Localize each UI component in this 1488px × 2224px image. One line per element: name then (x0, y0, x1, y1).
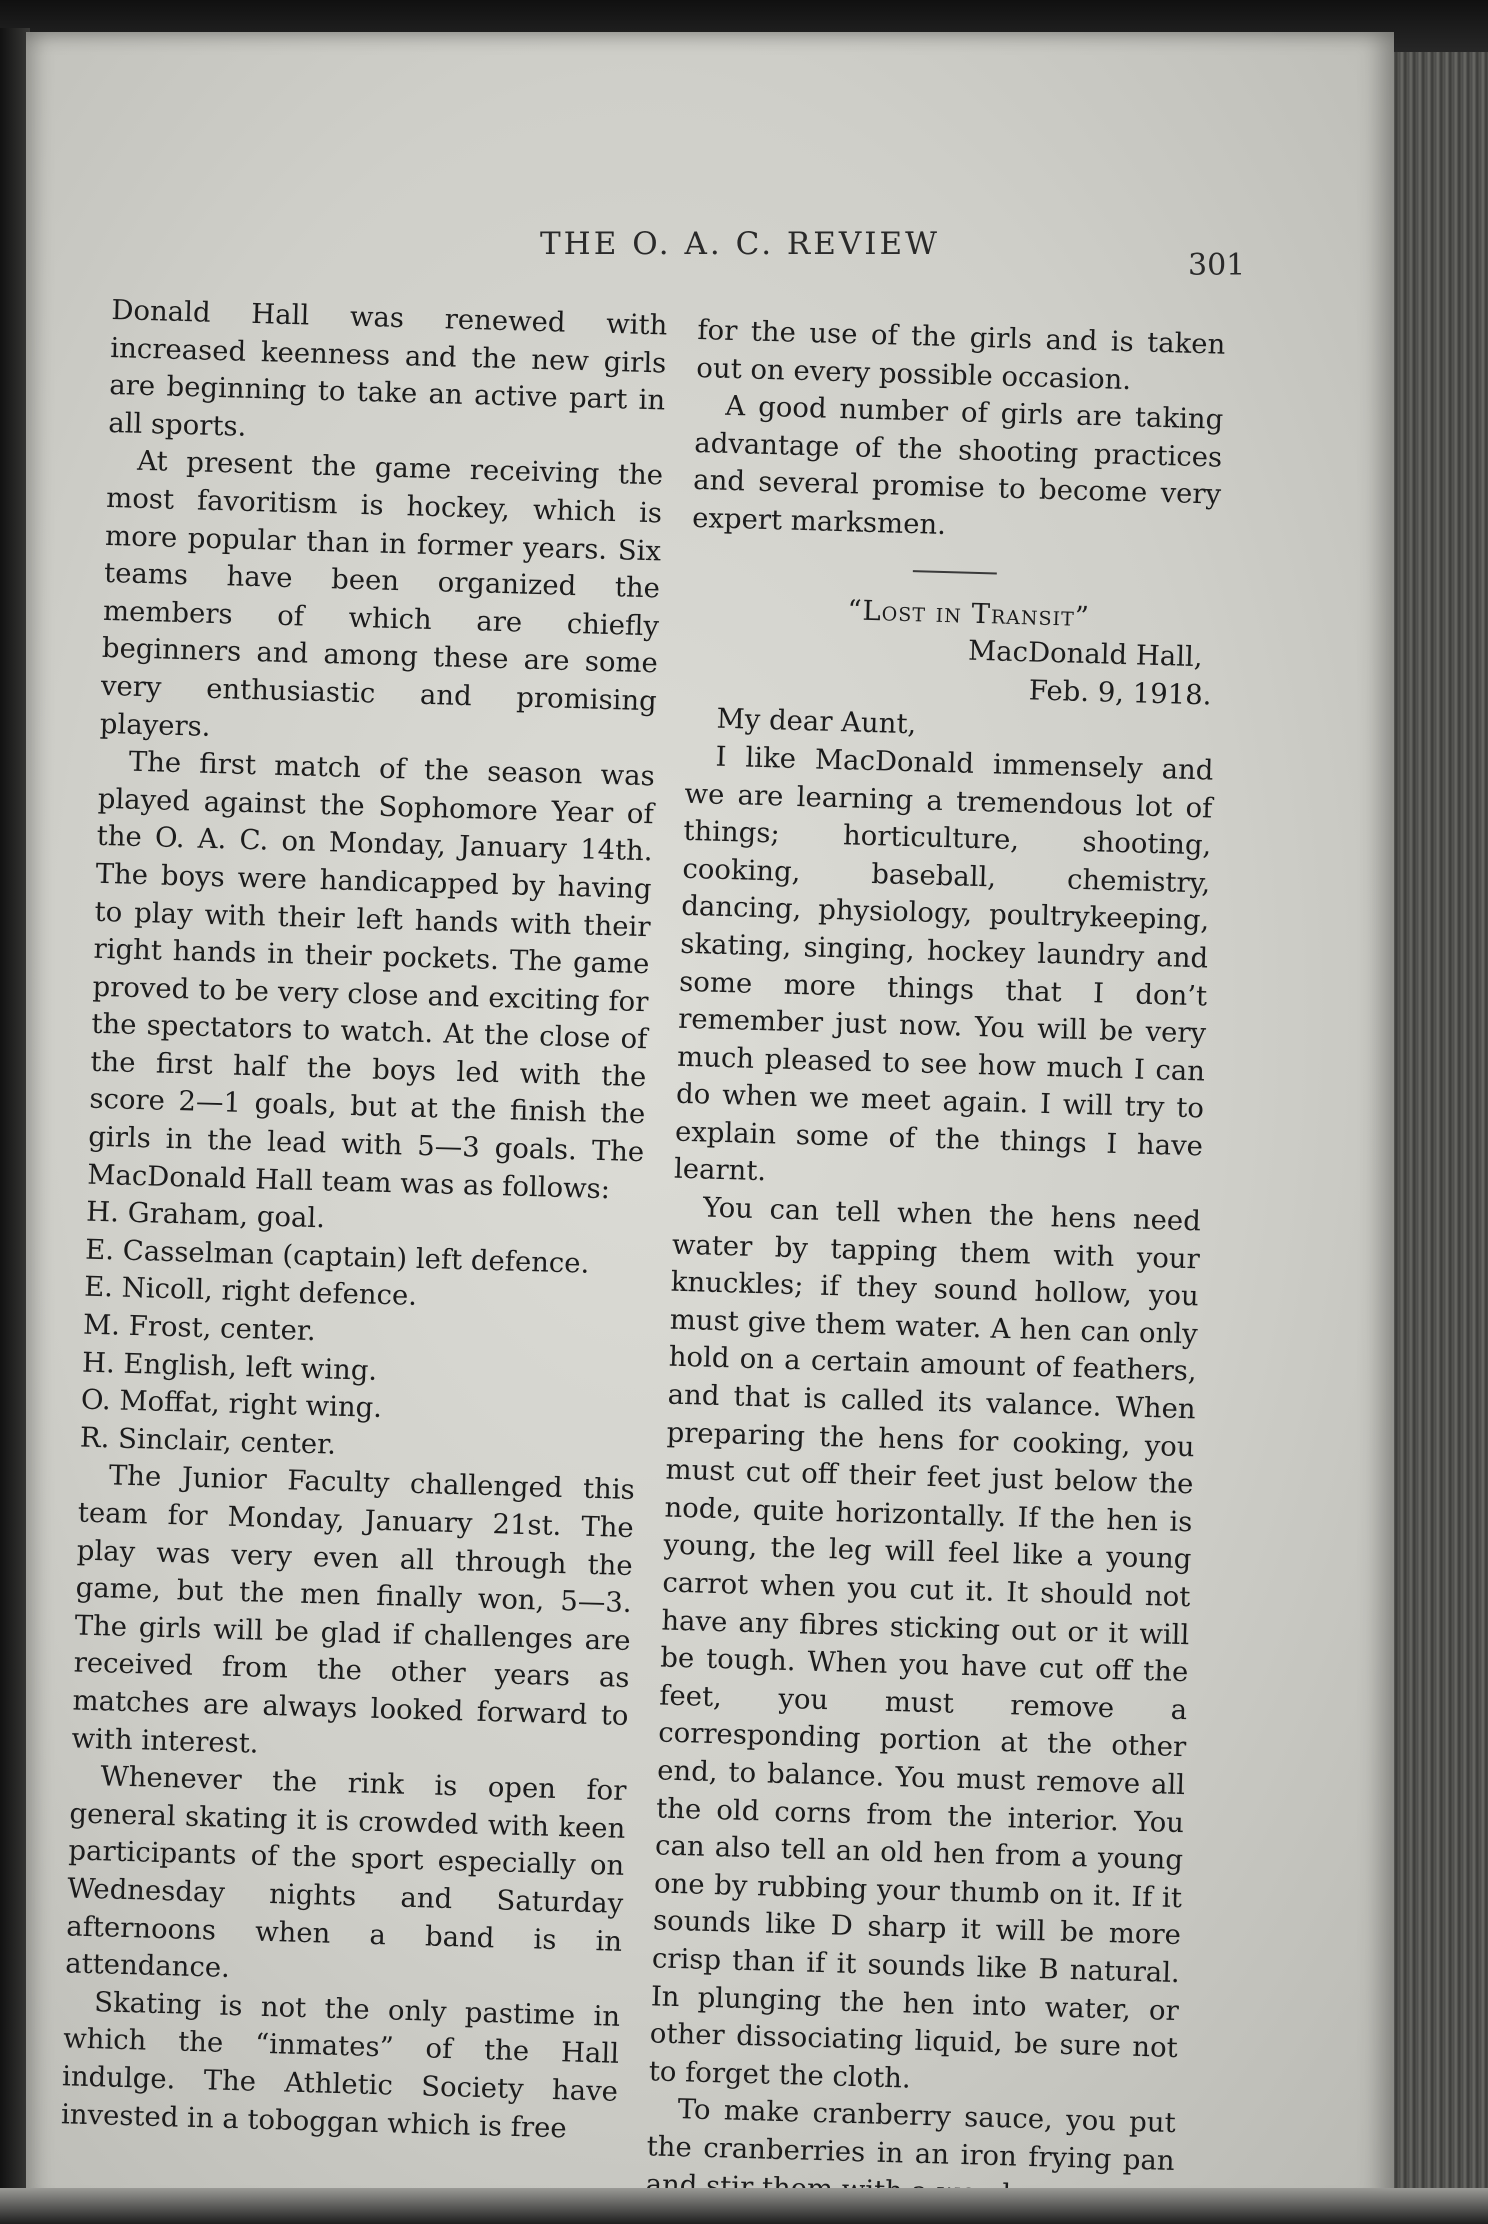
roster-item: H. English, left wing. (81, 1346, 378, 1387)
scan-bottom-shadow (0, 2188, 1488, 2224)
left-column (61, 292, 668, 2149)
book-page-edges (1390, 52, 1488, 2224)
paragraph: To make cranberry sauce, you put the cranberries in an iron frying pan and stir (645, 2093, 1177, 2203)
paragraph: I like MacDonald immensely and we are learning a tremendous lot of things; horticulture, shooting, cooking, baseball, chemistry, dancing, physiology, poultrykeeping, skating, singing, hockey laundry and some more things that I don’t remember just now. You will be very much pleased to see how much I can do when we meet again. I will try to explain some of the things I have learnt. (673, 740, 1214, 1188)
paragraph: Skating is not the only pastime in which the “inmates” of the Hall indulge. The Athletic Society have invested in a toboggan which is free (60, 1985, 621, 2144)
letter-place: MacDonald Hall, (967, 634, 1203, 674)
paragraph: Whenever the rink is open for general skating it is crowded with keen participants of the sport especially on Wednesday nights and Saturday afternoons when a band is in attendance. (64, 1760, 627, 1985)
section-divider (913, 570, 997, 574)
paragraph: You can tell when the hens need water by tapping them with your knuckles; if they sound hollow, you must give them water. A hen can only hold on a certain amount of feathers, and that is called its valance. When preparing the hens for cooking, you must cut off their feet just below the node, quite horizontally. If the hen is young, the leg will feel like a young carrot when you cut it. It should not have any fibres sticking out or it will be tough. When you have cut off the feet, you must remove a corresponding portion at the other end, to balance. You must remove all the old corns from the interior. You can also tell an old hen from a young one by rubbing your thumb on it. If it sounds like D sharp it will be more crisp than if it sounds like B natural. In plunging the hen into water, or other dissociating liquid, be sure not to forget the cloth. (648, 1191, 1202, 2095)
roster-item: E. Nicoll, right defence. (83, 1271, 418, 1313)
letter-salutation: My dear Aunt, (716, 703, 917, 741)
paragraph: The first match of the season was played against the Sophomore Year of the O. A. C. on Monday, January 14th. The boys were handicapped by having to play with their left hands with their right hands in their pockets. The game proved to be very close and exciting for the spectators to watch. At the close of the first half the boys led with the score 2—1 goals, but at the finish the girls in the lead with 5—3 goals. The MacDonald Hall team was as follows: (86, 745, 656, 1205)
roster-item: R. Sinclair, center. (79, 1421, 337, 1461)
letter-title: “Lost in Transit” (847, 593, 1091, 633)
paragraph: The Junior Faculty challenged this team for Monday, January 21st. The play was very even all through the game, but the men finally won, 5—3. The girls will be glad if challenges are received from the other years as matches are always looked forward to with interest. (71, 1459, 636, 1760)
roster-item: H. Graham, goal. (85, 1195, 326, 1235)
team-roster (79, 1194, 642, 1473)
right-column (645, 312, 1226, 2218)
paragraph: Donald Hall was renewed with increased keenness and the new girls are beginning to take an active part in all sports. (107, 293, 668, 443)
roster-item: O. Moffat, right wing. (80, 1383, 383, 1425)
roster-item: M. Frost, center. (82, 1308, 317, 1348)
running-head: THE O. A. C. REVIEW (540, 226, 941, 262)
paragraph: for the use of the girls and is taken out on every possible occasion. (696, 313, 1226, 396)
roster-item: E. Casselman (captain) left defence. (84, 1233, 590, 1280)
letter-date: Feb. 9, 1918. (1028, 674, 1212, 712)
page-number: 301 (1188, 248, 1246, 283)
paragraph: A good number of girls are taking advantage of the shooting practices and several promise to become very expert marksmen. (691, 389, 1224, 541)
paragraph: At present the game receiving the most favoritism is hockey, which is more popular than in former years. Six teams have been organized the members of which are chiefly beginners and among these are some very enthusiastic and promising players. (99, 445, 664, 743)
